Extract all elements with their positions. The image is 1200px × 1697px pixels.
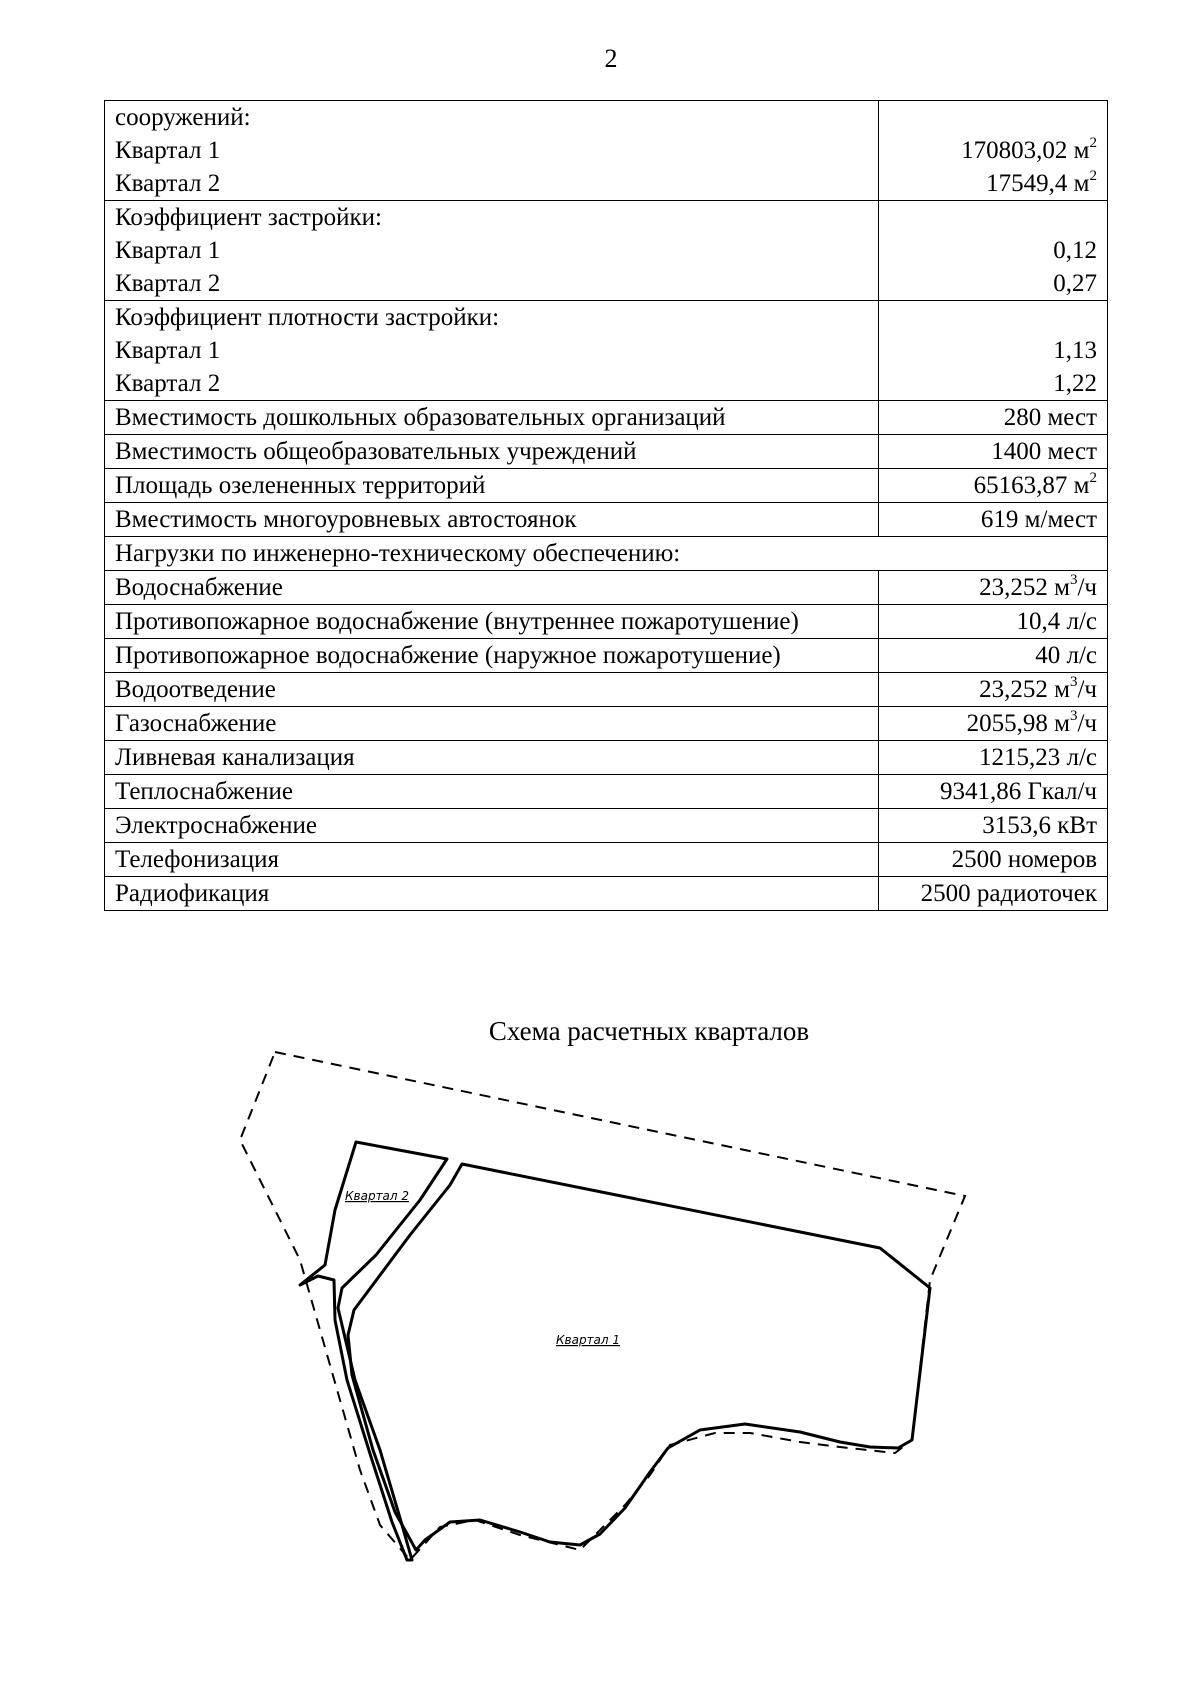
quarters-scheme [0,1040,1200,1580]
table-row [105,469,1108,503]
row-label: Электроснабжение [105,809,879,843]
table-row [105,673,1108,707]
quarter-1-label: Квартал 1 [556,1333,621,1347]
table-row [105,435,1108,469]
table-row [105,843,1108,877]
row-label: Вместимость многоуровневых автостоянок [105,503,879,537]
scheme-title: Схема расчетных кварталов [488,1016,810,1046]
table-row [105,877,1108,911]
row-value: 23,252 $м^3/ч$ [879,673,1108,707]
table-row [105,707,1108,741]
outer-boundary [240,1052,965,1560]
section-heading: Нагрузки по инженерно-техническому обеспечению: [105,537,1108,571]
row-label: Газоснабжение [105,707,879,741]
row-value: 1400 мест [879,435,1108,469]
row-label: Вместимость дошкольных образовательных организаций [105,401,879,435]
row-label: Водоотведение [105,673,879,707]
quarter-2-label: Квартал 2 [345,1189,410,1203]
table-row [105,639,1108,673]
row-label: Вместимость общеобразовательных учреждений [105,435,879,469]
row-label: Противопожарное водоснабжение (внутреннее пожаротушение) [105,605,879,639]
quarter-2-boundary [300,1142,447,1560]
row-value: 2500 радиоточек [879,877,1108,911]
row-label: Противопожарное водоснабжение (наружное пожаротушение) [105,639,879,673]
row-value: 619 м/мест [879,503,1108,537]
row-value: 65163,87 $м^2$ [879,469,1108,503]
parameters-table [104,100,1108,911]
row-label: Радиофикация [105,877,879,911]
table-row [105,741,1108,775]
table-row [105,301,1108,401]
row-label: Телефонизация [105,843,879,877]
row-value: 280 мест [879,401,1108,435]
row-value: 1215,23 л/с [879,741,1108,775]
row-label: Площадь озелененных территорий [105,469,879,503]
row-label: Водоснабжение [105,571,879,605]
row-value: 23,252 $м^3/ч$ [879,571,1108,605]
row-label: Коэффициент плотности застройки: Квартал 1 Квартал 2 [105,301,879,401]
row-value: 1,13 1,22 [879,301,1108,401]
row-value: 3153,6 кВт [879,809,1108,843]
row-value: 170803,02 $м^2$ 17549,4 $м^2$ [879,101,1108,201]
table-row [105,201,1108,301]
row-value: 40 л/с [879,639,1108,673]
table-row [105,605,1108,639]
row-value: 10,4 л/с [879,605,1108,639]
row-value: 2055,98 $м^3/ч$ [879,707,1108,741]
row-value: 9341,86 Гкал/ч [879,775,1108,809]
row-label: сооружений: Квартал 1 Квартал 2 [105,101,879,201]
quarter-1-boundary [348,1164,930,1550]
page-number: 2 [604,44,618,73]
table-row [105,775,1108,809]
row-label: Теплоснабжение [105,775,879,809]
table-row [105,101,1108,201]
row-label: Ливневая канализация [105,741,879,775]
row-label: Коэффициент застройки: Квартал 1 Квартал 2 [105,201,879,301]
table-row [105,401,1108,435]
table-row [105,537,1108,571]
table-row [105,571,1108,605]
row-value: 2500 номеров [879,843,1108,877]
table-row [105,809,1108,843]
row-value: 0,12 0,27 [879,201,1108,301]
table-row [105,503,1108,537]
